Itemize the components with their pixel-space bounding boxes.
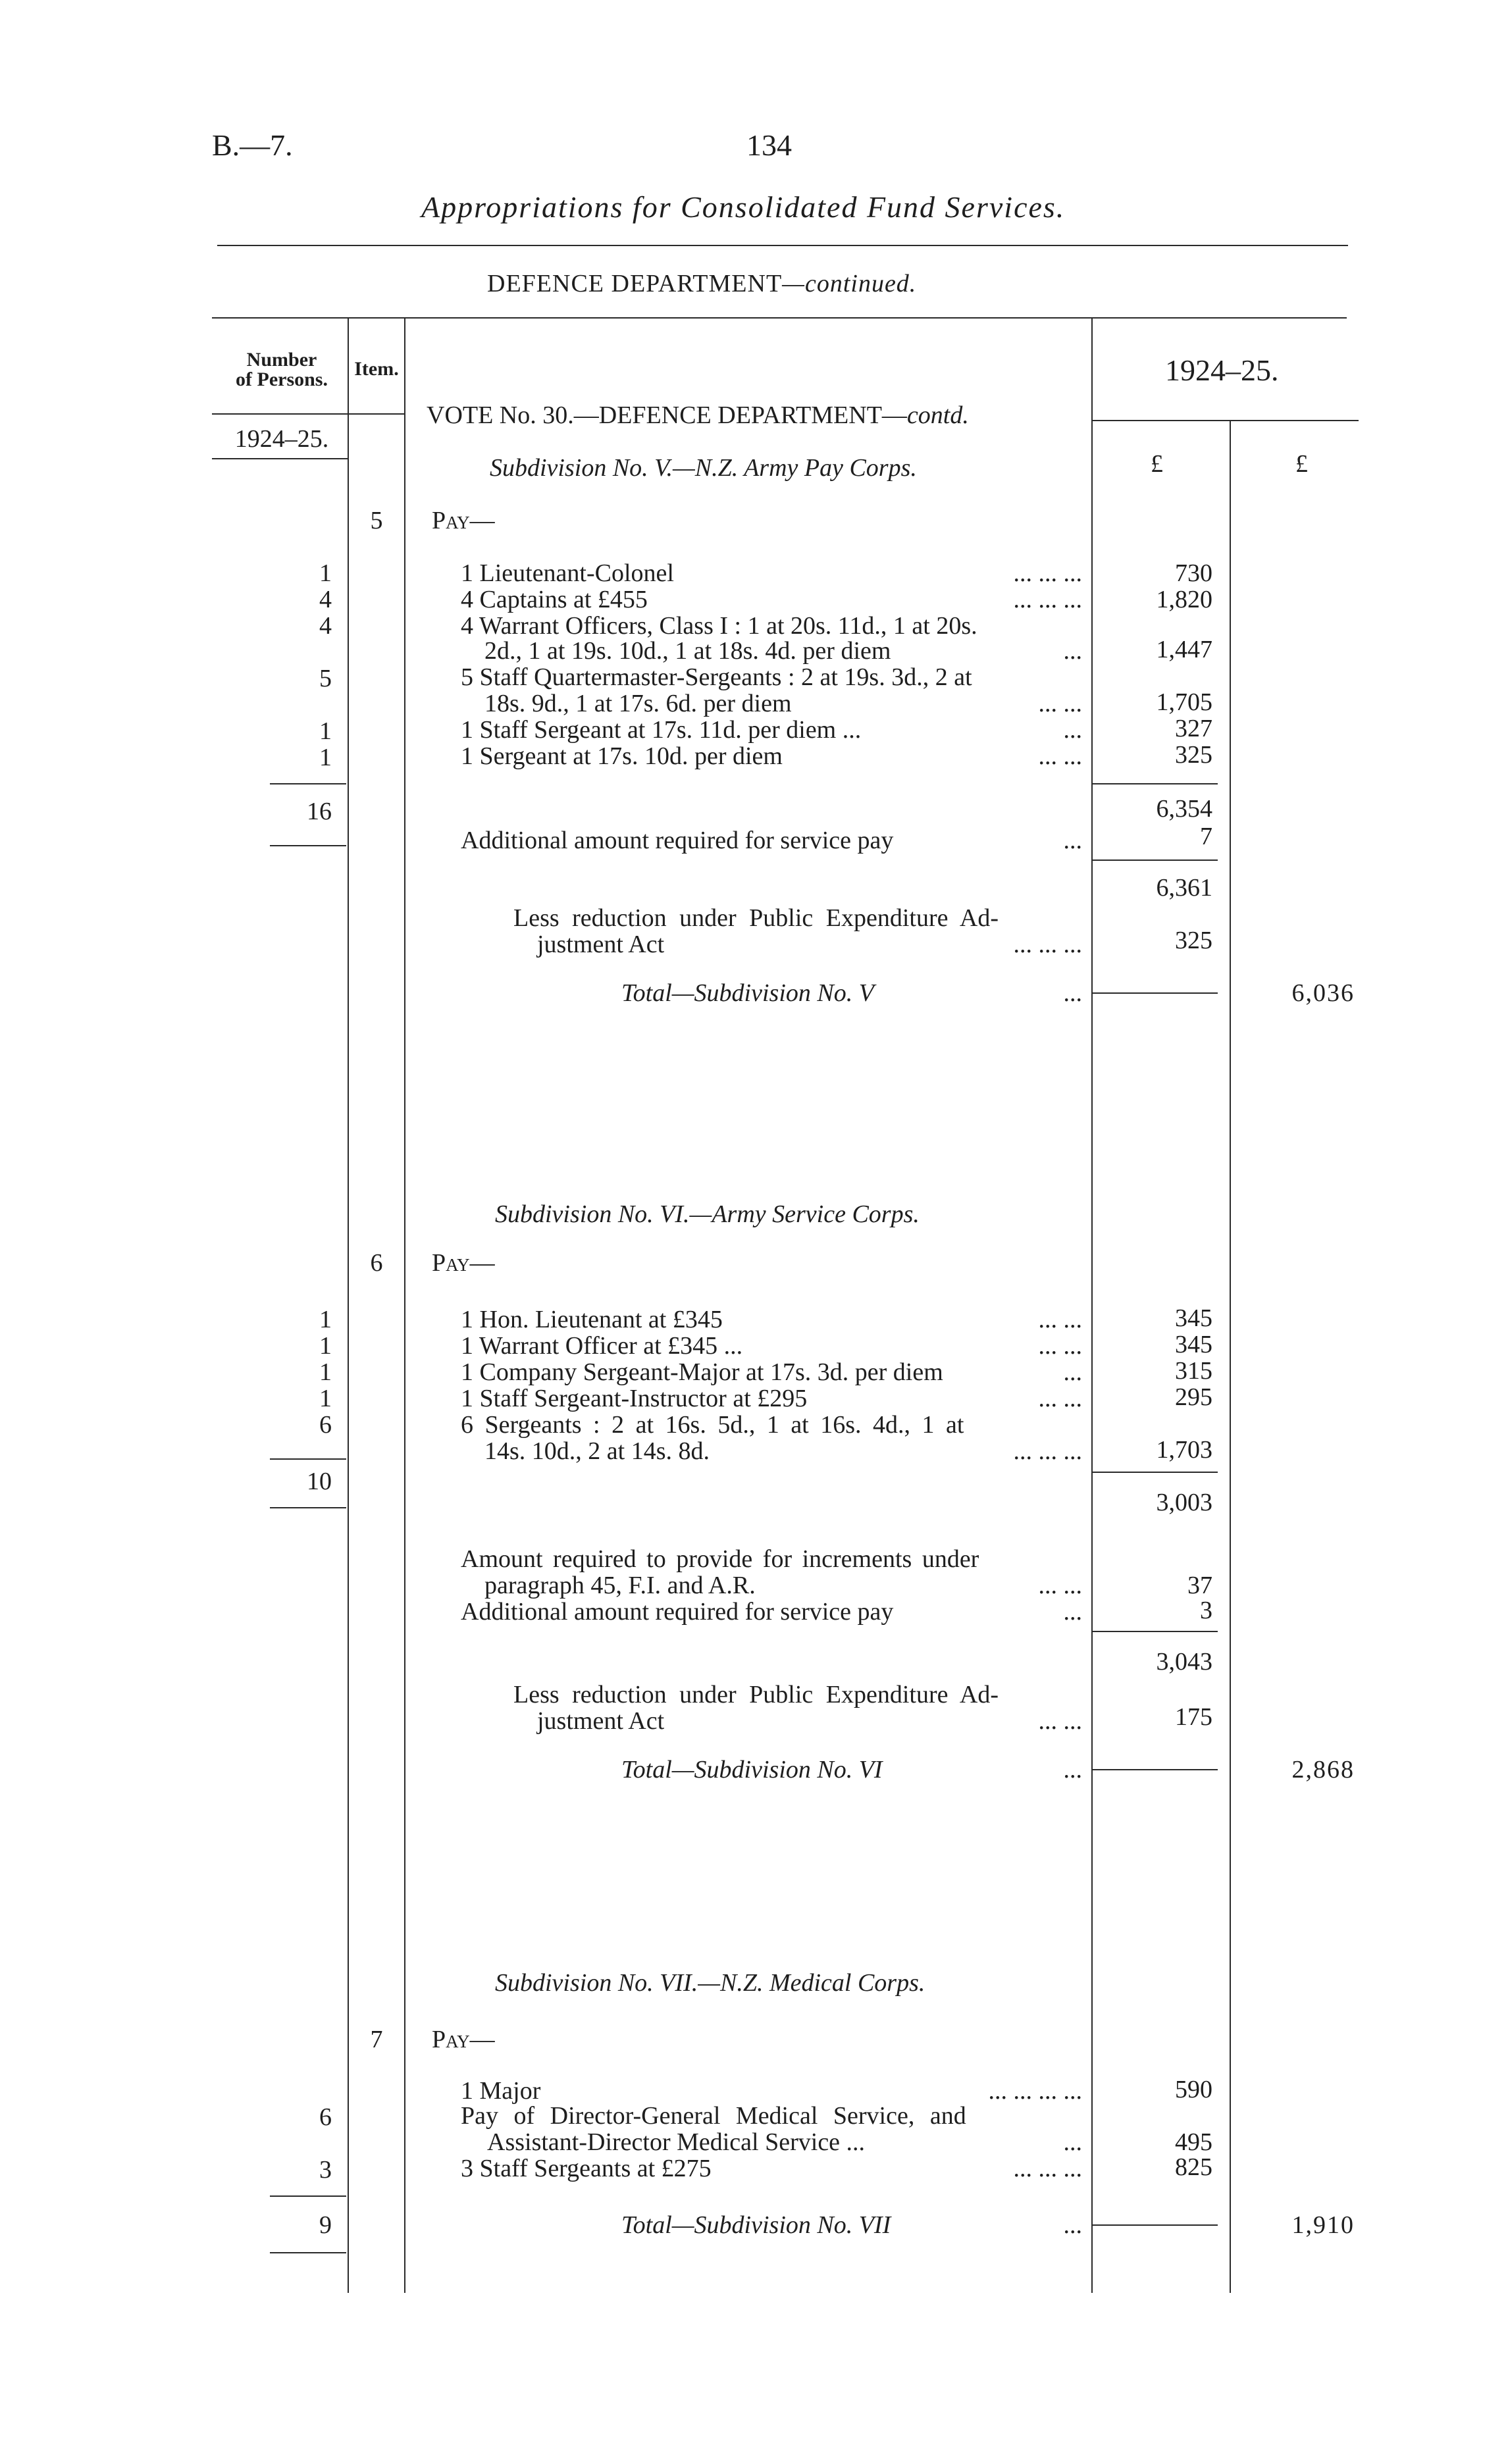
- sub5-row6-persons: 1: [319, 744, 332, 771]
- sub5-gross-rule: [1093, 860, 1218, 861]
- sub6-row3-text: 1 Company Sergeant-Major at 17s. 3d. per diem: [461, 1358, 943, 1386]
- sub7-row1-text: 1 Major: [461, 2077, 541, 2105]
- sub5-row2-leader: ... ... ...: [1013, 586, 1082, 613]
- sub6-row4-text: 1 Staff Sergeant-Instructor at £295: [461, 1385, 808, 1412]
- sub5-total: 6,036: [1291, 979, 1355, 1007]
- sub6-row4-persons: 1: [319, 1385, 332, 1412]
- sub5-total-rule: [1093, 992, 1218, 994]
- sub6-total: 2,868: [1291, 1756, 1355, 1784]
- sub5-row3-text: 4 Warrant Officers, Class I : 1 at 20s. 11d., 1 at 20s.: [461, 612, 977, 640]
- sub6-pay-label: Pay—: [432, 1249, 495, 1277]
- sub5-row4-leader: ... ...: [1038, 690, 1082, 717]
- sub6-row1-leader: ... ...: [1038, 1306, 1082, 1333]
- sub7-persons-total: 9: [319, 2211, 332, 2239]
- sub7-row1-leader: ... ... ... ...: [988, 2077, 1082, 2105]
- sub7-total-rule: [1093, 2224, 1218, 2226]
- sub5-less-leader: ... ... ...: [1013, 931, 1082, 958]
- col-rule-persons: [348, 319, 349, 2293]
- title-rule: [217, 245, 1348, 246]
- document-ref: B.—7.: [212, 128, 293, 162]
- sub5-row3-amount: 1,447: [1156, 636, 1212, 663]
- sub6-persons-total-rule: [270, 1507, 346, 1508]
- sub5-row4-text2: 18s. 9d., 1 at 17s. 6d. per diem: [484, 690, 792, 717]
- sub6-increment-text: Amount required to provide for increments under: [461, 1545, 979, 1573]
- sub5-row1-amount: 730: [1175, 559, 1212, 587]
- sub6-increment-leader: ... ...: [1038, 1572, 1082, 1599]
- col-rule-amount: [1230, 421, 1231, 2293]
- sub7-row2-persons: 6: [319, 2103, 332, 2131]
- sub6-row3-persons: 1: [319, 1358, 332, 1386]
- sub6-row4-leader: ... ...: [1038, 1385, 1082, 1412]
- sub6-increment-text2: paragraph 45, F.I. and A.R.: [484, 1572, 756, 1599]
- sub6-persons-rule: [270, 1458, 346, 1460]
- sub6-additional-text: Additional amount required for service pay: [461, 1598, 894, 1626]
- sub5-less-text: Less reduction under Public Expenditure Ad-: [513, 904, 999, 932]
- sub6-additional-leader: ...: [1063, 1598, 1082, 1626]
- sub5-row3-text2: 2d., 1 at 19s. 10d., 1 at 18s. 4d. per diem: [484, 637, 891, 665]
- sub6-row1-text: 1 Hon. Lieutenant at £345: [461, 1306, 723, 1333]
- sub6-less-leader: ... ...: [1038, 1707, 1082, 1735]
- sub5-row4-persons: 5: [319, 665, 332, 692]
- sub6-row2-leader: ... ...: [1038, 1332, 1082, 1360]
- sub5-pay-label: Pay—: [432, 507, 495, 534]
- sub6-total-label: Total—Subdivision No. VI: [621, 1756, 883, 1784]
- sub7-row2-text2: Assistant-Director Medical Service ...: [487, 2128, 866, 2156]
- sub7-total: 1,910: [1291, 2211, 1355, 2239]
- sub5-row5-amount: 327: [1175, 715, 1212, 742]
- sub6-less-amount: 175: [1175, 1703, 1212, 1731]
- sub6-total-rule: [1093, 1769, 1218, 1770]
- sub6-item: 6: [370, 1249, 383, 1277]
- sub7-row3-amount: 825: [1175, 2153, 1212, 2181]
- table-top-rule: [212, 317, 1347, 319]
- sub5-additional-leader: ...: [1063, 827, 1082, 854]
- persons-header-rule: [212, 413, 348, 415]
- sub6-amount-rule: [1093, 1472, 1218, 1473]
- sub6-row3-amount: 315: [1175, 1357, 1212, 1385]
- sub7-item: 7: [370, 2026, 383, 2053]
- sub5-persons-total: 16: [307, 798, 332, 825]
- sub7-pay-label: Pay—: [432, 2026, 495, 2053]
- sub6-less-text2: justment Act: [537, 1707, 665, 1735]
- sub5-heading: Subdivision No. V.—N.Z. Army Pay Corps.: [490, 454, 917, 482]
- sub5-additional-text: Additional amount required for service pay: [461, 827, 894, 854]
- sub7-row3-leader: ... ... ...: [1013, 2155, 1082, 2182]
- sub5-amount-rule: [1093, 783, 1218, 784]
- sub6-row5-leader: ... ... ...: [1013, 1437, 1082, 1465]
- sub6-row5-text2: 14s. 10d., 2 at 14s. 8d.: [484, 1437, 710, 1465]
- sub5-total-leader: ...: [1063, 979, 1082, 1007]
- sub5-row1-leader: ... ... ...: [1013, 559, 1082, 587]
- sub5-row2-text: 4 Captains at £455: [461, 586, 648, 613]
- vote-title: VOTE No. 30.—DEFENCE DEPARTMENT—contd.: [427, 401, 969, 429]
- sub6-gross: 3,043: [1156, 1648, 1212, 1676]
- currency-left: £: [1151, 450, 1163, 478]
- sub7-total-label: Total—Subdivision No. VII: [621, 2211, 891, 2239]
- sub5-persons-rule: [270, 783, 346, 784]
- sub7-total-leader: ...: [1063, 2211, 1082, 2239]
- sub5-row6-leader: ... ...: [1038, 742, 1082, 770]
- sub5-total-label: Total—Subdivision No. V: [621, 979, 874, 1007]
- sub6-less-text: Less reduction under Public Expenditure Ad-: [513, 1681, 999, 1708]
- sub6-total-leader: ...: [1063, 1756, 1082, 1784]
- sub6-row2-persons: 1: [319, 1332, 332, 1360]
- sub5-row2-amount: 1,820: [1156, 586, 1212, 613]
- sub5-row3-leader: ...: [1063, 637, 1082, 665]
- sub5-persons-total-rule: [270, 845, 346, 846]
- sub5-row4-amount: 1,705: [1156, 688, 1212, 716]
- sub6-row1-amount: 345: [1175, 1304, 1212, 1332]
- sub6-heading: Subdivision No. VI.—Army Service Corps.: [495, 1200, 920, 1228]
- header-year: 1924–25.: [1165, 353, 1279, 387]
- year-rule: [1093, 420, 1359, 421]
- sub5-row5-persons: 1: [319, 717, 332, 745]
- currency-right: £: [1295, 450, 1308, 478]
- page-title: Appropriations for Consolidated Fund Services.: [421, 190, 1066, 224]
- sub5-item: 5: [370, 507, 383, 534]
- sub6-additional-amount: 3: [1200, 1597, 1212, 1624]
- header-persons-line2: of Persons.: [236, 369, 328, 390]
- col-rule-item: [404, 319, 405, 2293]
- sub7-persons-rule: [270, 2195, 346, 2197]
- sub6-increment-amount: 37: [1187, 1572, 1212, 1599]
- sub7-row3-text: 3 Staff Sergeants at £275: [461, 2155, 712, 2182]
- page-number: 134: [746, 128, 792, 162]
- sub6-row2-amount: 345: [1175, 1331, 1212, 1358]
- sub7-row2-text: Pay of Director-General Medical Service, and: [461, 2102, 966, 2130]
- sub7-row2-amount: 495: [1175, 2128, 1212, 2156]
- sub5-subtotal: 6,354: [1156, 795, 1212, 823]
- sub6-row3-leader: ...: [1063, 1358, 1082, 1386]
- sub5-row6-amount: 325: [1175, 741, 1212, 769]
- sub7-row1-amount: 590: [1175, 2076, 1212, 2103]
- persons-year-rule: [212, 458, 348, 459]
- sub6-row1-persons: 1: [319, 1306, 332, 1333]
- sub5-additional-amount: 7: [1200, 823, 1212, 850]
- department-heading: DEFENCE DEPARTMENT—continued.: [487, 270, 917, 297]
- header-persons-line1: Number: [246, 349, 317, 371]
- sub6-subtotal: 3,003: [1156, 1489, 1212, 1516]
- item-header-rule: [349, 413, 404, 415]
- persons-year: 1924–25.: [234, 425, 329, 453]
- sub5-row1-persons: 1: [319, 559, 332, 587]
- sub6-persons-total: 10: [307, 1468, 332, 1495]
- sub6-gross-rule: [1093, 1631, 1218, 1632]
- sub7-row2-leader: ...: [1063, 2128, 1082, 2156]
- sub7-persons-total-rule: [270, 2252, 346, 2253]
- sub6-row5-persons: 6: [319, 1411, 332, 1439]
- sub5-less-amount: 325: [1175, 927, 1212, 954]
- col-rule-text: [1091, 319, 1093, 2293]
- sub5-less-text2: justment Act: [537, 931, 665, 958]
- sub5-row5-leader: ...: [1063, 716, 1082, 744]
- sub5-row5-text: 1 Staff Sergeant at 17s. 11d. per diem ...: [461, 716, 862, 744]
- header-item: Item.: [354, 358, 399, 380]
- sub6-row5-text: 6 Sergeants : 2 at 16s. 5d., 1 at 16s. 4d., 1 at: [461, 1411, 964, 1439]
- sub5-row4-text: 5 Staff Quartermaster-Sergeants : 2 at 19s. 3d., 2 at: [461, 663, 972, 691]
- sub5-gross: 6,361: [1156, 874, 1212, 902]
- sub5-row1-text: 1 Lieutenant-Colonel: [461, 559, 674, 587]
- sub6-row5-amount: 1,703: [1156, 1436, 1212, 1464]
- sub5-row6-text: 1 Sergeant at 17s. 10d. per diem: [461, 742, 783, 770]
- sub5-row3-persons: 4: [319, 612, 332, 640]
- sub7-row3-persons: 3: [319, 2156, 332, 2184]
- sub6-row2-text: 1 Warrant Officer at £345 ...: [461, 1332, 743, 1360]
- sub5-row2-persons: 4: [319, 586, 332, 613]
- sub7-heading: Subdivision No. VII.—N.Z. Medical Corps.: [495, 1969, 925, 1997]
- sub6-row4-amount: 295: [1175, 1383, 1212, 1411]
